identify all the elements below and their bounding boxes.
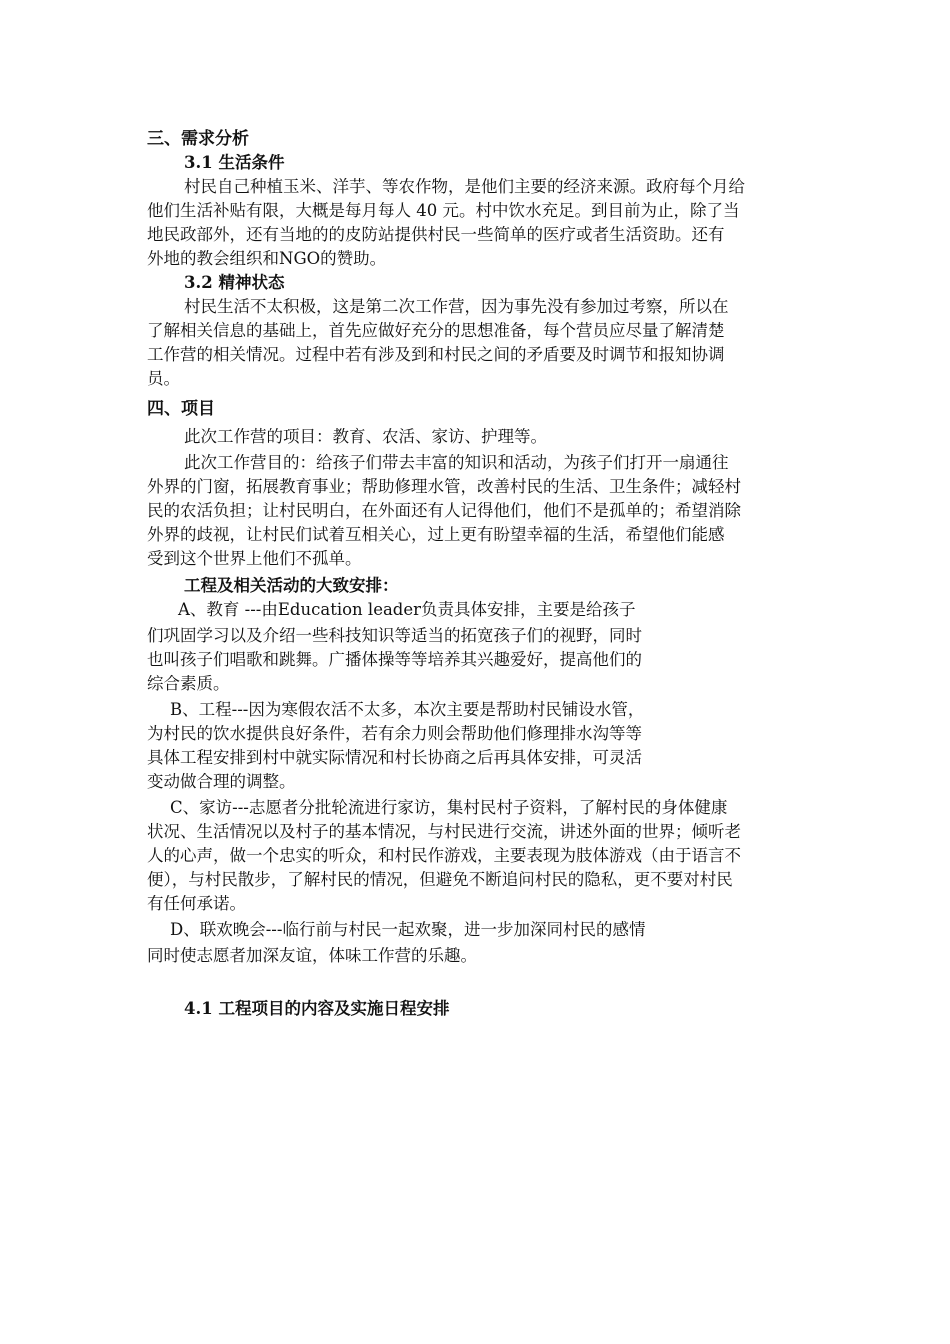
section-4-heading: 四、项目	[147, 399, 215, 419]
item-a-line: 综合素质。	[147, 674, 230, 693]
section-4-1-heading: 4.1 工程项目的内容及实施日程安排	[184, 999, 450, 1018]
paragraph-line: 此次工作营目的：给孩子们带去丰富的知识和活动，为孩子们打开一扇通往	[184, 453, 729, 472]
item-b-line: 变动做合理的调整。	[147, 772, 296, 791]
item-b-line: B、工程---因为寒假农活不太多，本次主要是帮助村民铺设水管，	[170, 700, 645, 719]
item-d-line: D、联欢晚会---临行前与村民一起欢聚，进一步加深同村民的感情	[170, 920, 646, 939]
item-a-line: 们巩固学习以及介绍一些科技知识等适当的拓宽孩子们的视野，同时	[147, 626, 642, 645]
item-b-line: 为村民的饮水提供良好条件，若有余力则会帮助他们修理排水沟等等	[147, 724, 642, 743]
item-c-line: 人的心声，做一个忠实的听众，和村民作游戏，主要表现为肢体游戏（由于语言不	[147, 846, 741, 865]
paragraph-line: 地民政部外，还有当地的的皮防站提供村民一些简单的医疗或者生活资助。还有	[147, 225, 725, 244]
paragraph-line: 外界的门窗，拓展教育事业；帮助修理水管，改善村民的生活、卫生条件；减轻村	[147, 477, 741, 496]
item-c-line: 状况、生活情况以及村子的基本情况，与村民进行交流，讲述外面的世界；倾听老	[147, 822, 741, 841]
paragraph-line: 民的农活负担；让村民明白，在外面还有人记得他们，他们不是孤单的；希望消除	[147, 501, 741, 520]
section-3-2-heading: 3.2 精神状态	[184, 273, 285, 292]
paragraph-line: 工作营的相关情况。过程中若有涉及到和村民之间的矛盾要及时调节和报知协调	[147, 345, 725, 364]
item-a-line: A、教育 ---由Education leader负责具体安排，主要是给孩子	[178, 600, 636, 619]
item-c-line: 有任何承诺。	[147, 894, 246, 913]
paragraph-line: 村民自己种植玉米、洋芋、等农作物，是他们主要的经济来源。政府每个月给	[184, 177, 745, 196]
paragraph-line: 员。	[147, 369, 180, 388]
item-a-line: 也叫孩子们唱歌和跳舞。广播体操等等培养其兴趣爱好，提高他们的	[147, 650, 642, 669]
paragraph-line: 受到这个世界上他们不孤单。	[147, 549, 362, 568]
item-d-line: 同时使志愿者加深友谊，体味工作营的乐趣。	[147, 946, 477, 965]
paragraph-line: 外地的教会组织和NGO的赞助。	[147, 249, 387, 268]
section-3-heading: 三、需求分析	[147, 129, 249, 149]
item-c-line: C、家访---志愿者分批轮流进行家访，集村民村子资料，了解村民的身体健康	[170, 798, 728, 817]
projects-line: 此次工作营的项目：教育、农活、家访、护理等。	[184, 427, 547, 446]
paragraph-line: 他们生活补贴有限，大概是每月每人 40 元。村中饮水充足。到目前为止，除了当	[147, 201, 740, 220]
paragraph-line: 村民生活不太积极，这是第二次工作营，因为事先没有参加过考察，所以在	[184, 297, 729, 316]
paragraph-line: 外界的歧视，让村民们试着互相关心，过上更有盼望幸福的生活，希望他们能感	[147, 525, 725, 544]
paragraph-line: 了解相关信息的基础上，首先应做好充分的思想准备，每个营员应尽量了解清楚	[147, 321, 725, 340]
section-3-1-heading: 3.1 生活条件	[184, 153, 285, 172]
item-c-line: 便），与村民散步，了解村民的情况，但避免不断追问村民的隐私，更不要对村民	[147, 870, 733, 889]
item-b-line: 具体工程安排到村中就实际情况和村长协商之后再具体安排，可灵活	[147, 748, 642, 767]
arrangement-heading: 工程及相关活动的大致安排：	[184, 576, 399, 595]
